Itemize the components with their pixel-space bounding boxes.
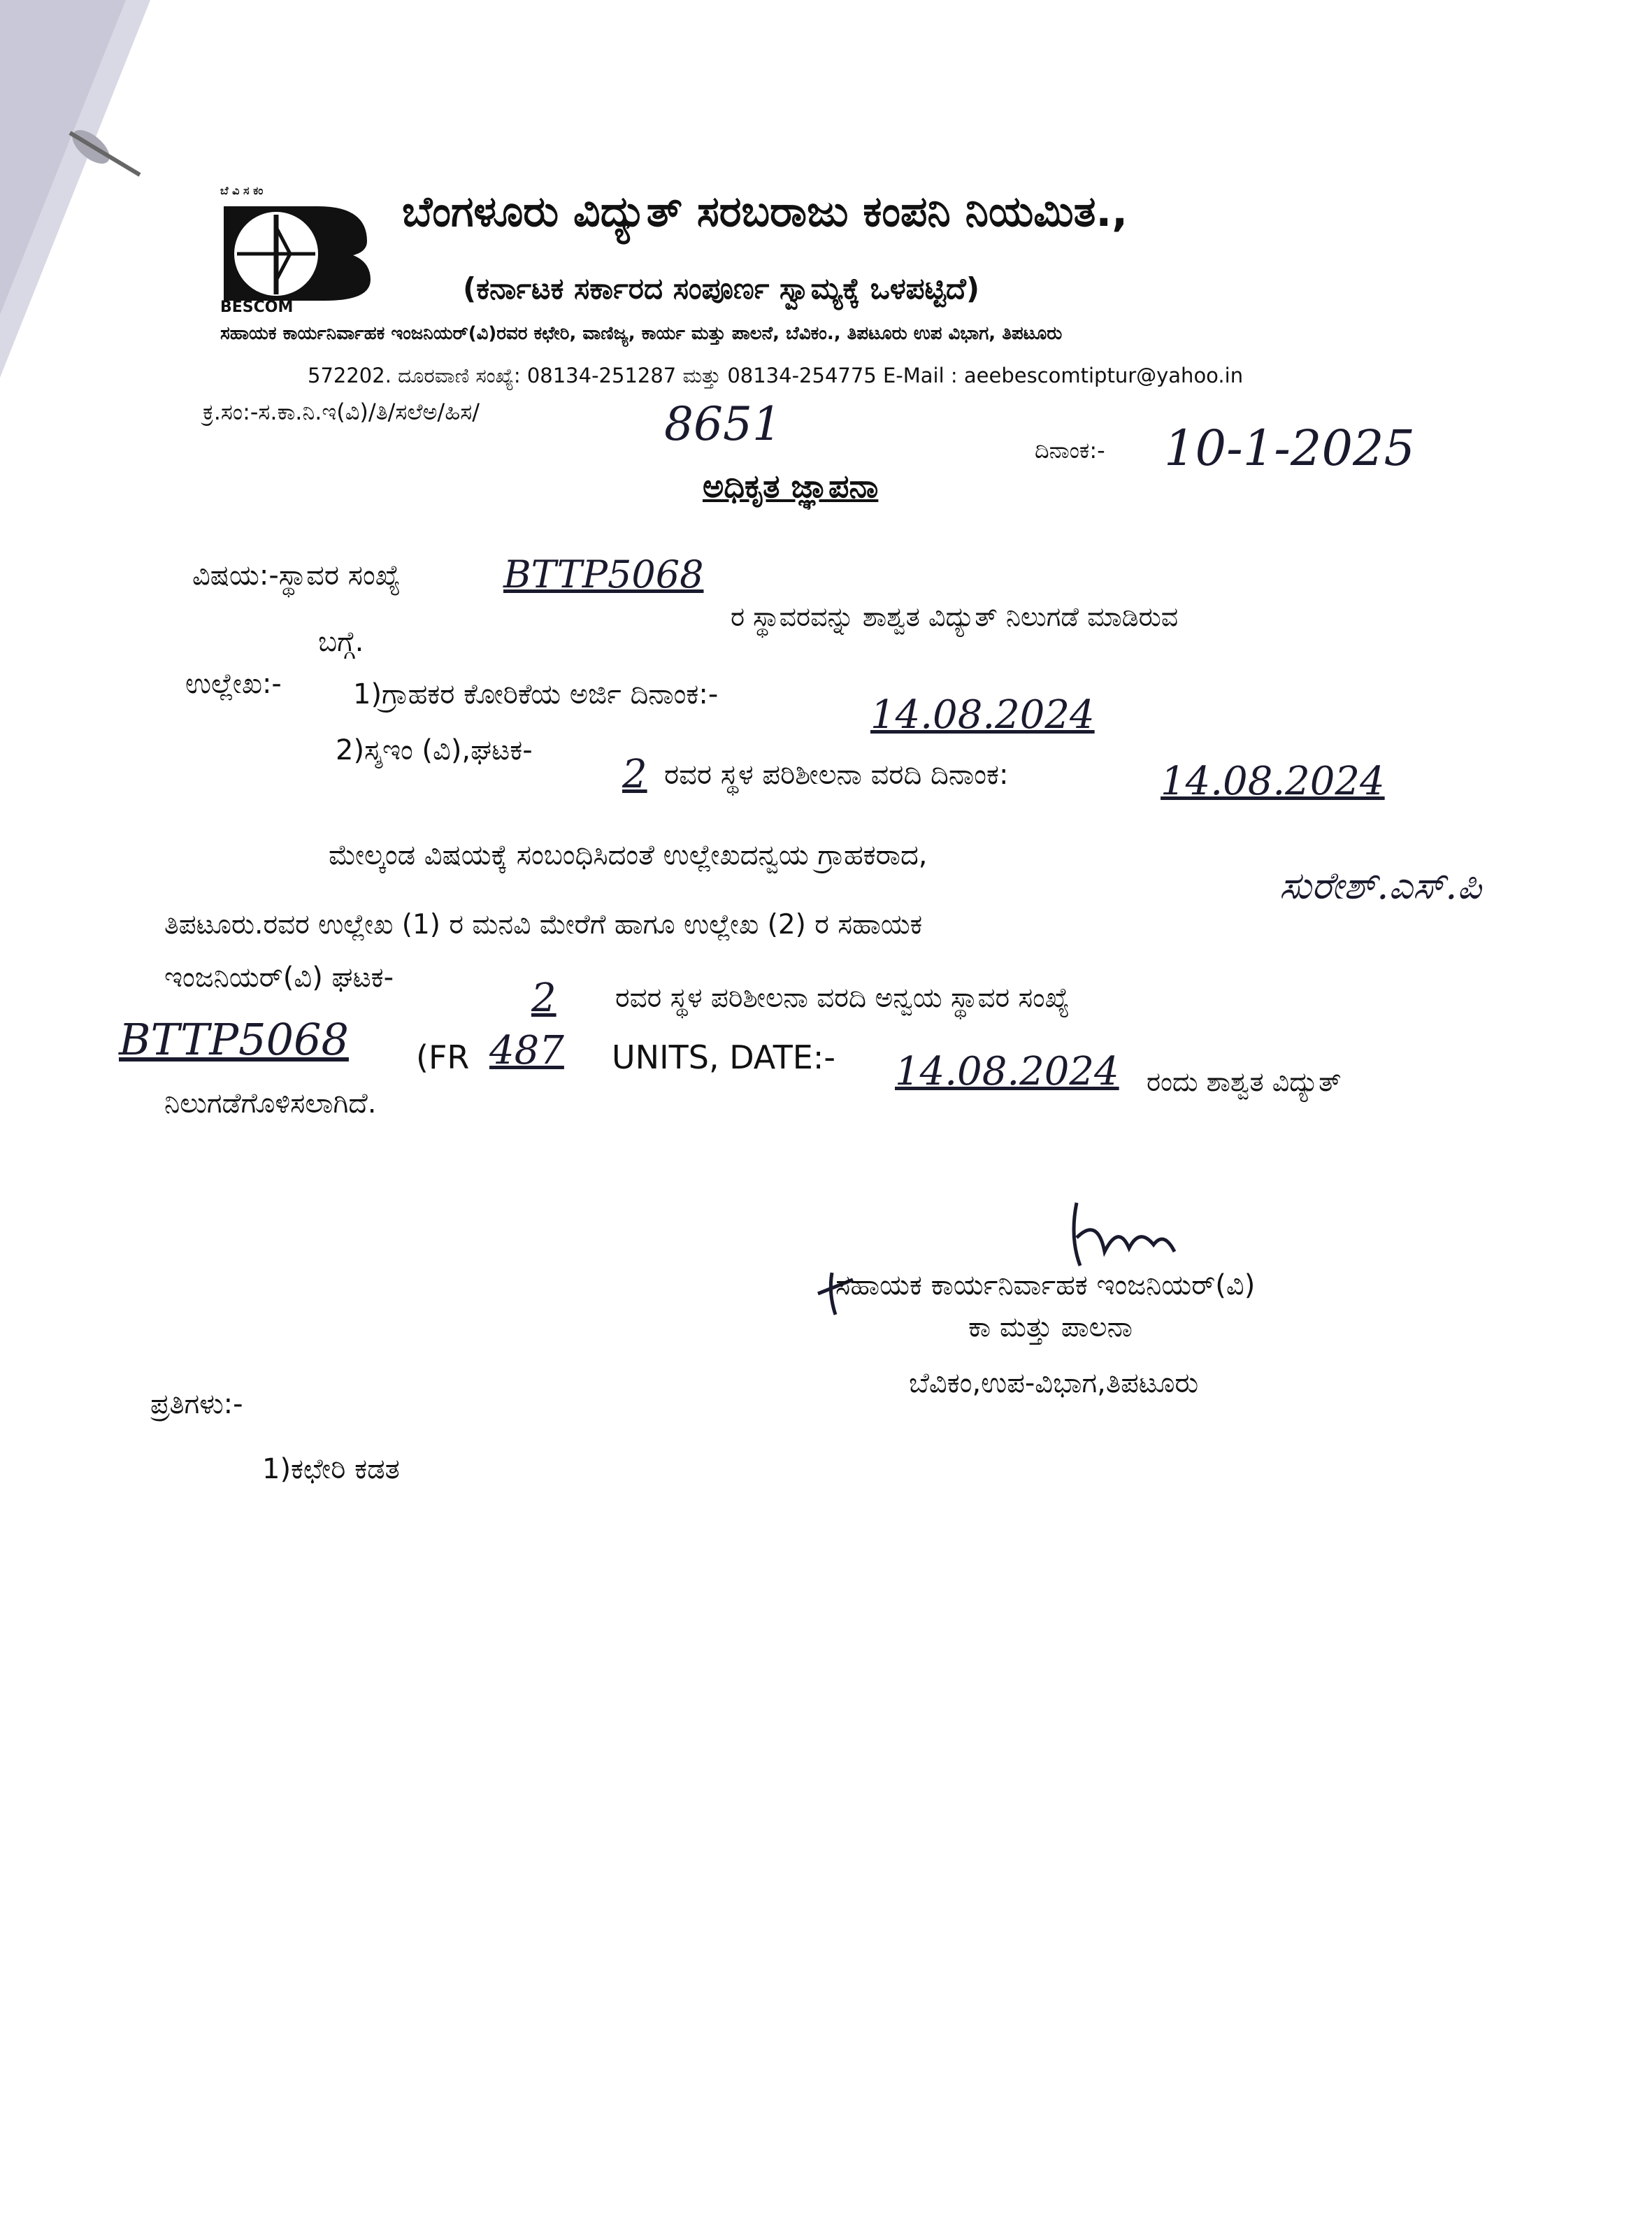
body-line-3-pre: ಇಂಜನಿಯರ್(ವಿ) ಘಟಕ- [164, 962, 394, 994]
subject-text-1: ರ ಸ್ಥಾವರವನ್ನು ಶಾಶ್ವತ ವಿದ್ಯುತ್ ನಿಲುಗಡೆ ಮಾಡಿರುವ [731, 601, 1179, 632]
company-subtitle: (ಕರ್ನಾಟಕ ಸರ್ಕಾರದ ಸಂಪೂರ್ಣ ಸ್ವಾಮ್ಯಕ್ಕೆ ಒಳಪಟ್ಟಿದೆ) [463, 271, 980, 306]
body-line-4-date: 14.08.2024 [895, 1049, 1119, 1094]
subject-install-number: BTTP5068 [503, 552, 704, 596]
folded-corner [0, 0, 182, 392]
ref-date: 10-1-2025 [1164, 420, 1416, 477]
copies-item-1: 1)ಕಛೇರಿ ಕಡತ [262, 1453, 400, 1485]
body-line-3-post: ರವರ ಸ್ಥಳ ಪರಿಶೀಲನಾ ವರದಿ ಅನ್ವಯ ಸ್ಥಾವರ ಸಂಖ್ಯೆ [615, 982, 1070, 1014]
reference-item-2-unit: 2 [622, 752, 647, 797]
contact-line: 572202. ದೂರವಾಣಿ ಸಂಖ್ಯೆ: 08134-251287 ಮತ್ತು 08134-254775 E-Mail : aeebescomtiptur@yahoo.in [308, 364, 1244, 387]
bescom-logo-icon [220, 192, 378, 304]
handwritten-signature [811, 1189, 1202, 1322]
body-line-2: ತಿಪಟೂರು.ರವರ ಉಲ್ಲೇಖ (1) ರ ಮನವಿ ಮೇರೆಗೆ ಹಾಗೂ ಉಲ್ಲೇಖ (2) ರ ಸಹಾಯಕ [164, 909, 923, 941]
ref-number: 8651 [664, 397, 782, 451]
body-line-4-post: ರಂದು ಶಾಶ್ವತ ವಿದ್ಯುತ್ [1147, 1066, 1342, 1097]
body-line-1: ಮೇಲ್ಕಂಡ ವಿಷಯಕ್ಕೆ ಸಂಬಂಧಿಸಿದಂತೆ ಉಲ್ಲೇಖದನ್ವಯ ಗ್ರಾಹಕರಾದ, [329, 839, 928, 871]
page-heading: ಅಧಿಕೃತ ಜ್ಞಾಪನಾ [703, 467, 879, 505]
signature-line-1: ಸಹಾಯಕ ಕಾರ್ಯನಿರ್ವಾಹಕ ಇಂಜನಿಯರ್(ವಿ) [835, 1269, 1256, 1301]
body-line-4-fr: (FR [416, 1038, 470, 1076]
reference-item-1-date: 14.08.2024 [870, 692, 1095, 738]
bescom-logo [220, 184, 378, 316]
subject-text-2: ಬಗ್ಗೆ. [318, 626, 364, 658]
body-line-4-units: UNITS, DATE:- [612, 1038, 835, 1076]
logo-top-text: ಬೆ ವಿ ಸ ಕಂ [220, 184, 264, 197]
office-line: ಸಹಾಯಕ ಕಾರ್ಯನಿರ್ವಾಹಕ ಇಂಜನಿಯರ್(ವಿ)ರವರ ಕಛೇರಿ, ವಾಣಿಜ್ಯ, ಕಾರ್ಯ ಮತ್ತು ಪಾಲನೆ, ಬೆವಿಕಂ., ತಿಪಟೂರು ಉಪ ವಿಭಾಗ, ತಿಪಟೂರು [220, 323, 1063, 344]
subject-label: ವಿಷಯ:-ಸ್ಥಾವರ ಸಂಖ್ಯೆ [192, 559, 401, 592]
company-name: ಬೆಂಗಳೂರು ವಿದ್ಯುತ್ ಸರಬರಾಜು ಕಂಪನಿ ನಿಯಮಿತ., [402, 187, 1128, 236]
logo-caption: BESCOM [220, 299, 294, 316]
body-line-4-install: BTTP5068 [119, 1014, 349, 1065]
reference-item-1: 1)ಗ್ರಾಹಕರ ಕೋರಿಕೆಯ ಅರ್ಜಿ ದಿನಾಂಕ:- [353, 678, 719, 710]
reference-item-2-date: 14.08.2024 [1161, 759, 1385, 804]
reference-label: ಉಲ್ಲೇಖ:- [185, 668, 282, 700]
ref-label: ಕ್ರ.ಸಂ:-ಸ.ಕಾ.ನಿ.ಇ(ವಿ)/ತಿ/ಸಲೆಅ/ಹಿಸ/ [203, 399, 480, 425]
reference-item-2-post: ರವರ ಸ್ಥಳ ಪರಿಶೀಲನಾ ವರದಿ ದಿನಾಂಕ: [664, 759, 1009, 791]
body-line-3-unit: 2 [531, 975, 556, 1021]
body-line-5: ನಿಲುಗಡೆಗೊಳಿಸಲಾಗಿದೆ. [164, 1087, 377, 1120]
reference-item-2-pre: 2)ಸ್ಶಇಂ (ವಿ),ಘಟಕ- [336, 734, 533, 766]
signature-line-3: ಬೆವಿಕಂ,ಉಪ-ವಿಭಾಗ,ತಿಪಟೂರು [909, 1367, 1199, 1399]
signature-line-2: ಕಾ ಮತ್ತು ಪಾಲನಾ [968, 1311, 1133, 1343]
body-customer-name: ಸುರೇಶ್.ಎಸ್.ಪಿ [1279, 864, 1481, 908]
body-line-4-units-value: 487 [489, 1028, 564, 1073]
copies-label: ಪ್ರತಿಗಳು:- [150, 1388, 243, 1420]
date-label: ದಿನಾಂಕ:- [1035, 437, 1105, 464]
